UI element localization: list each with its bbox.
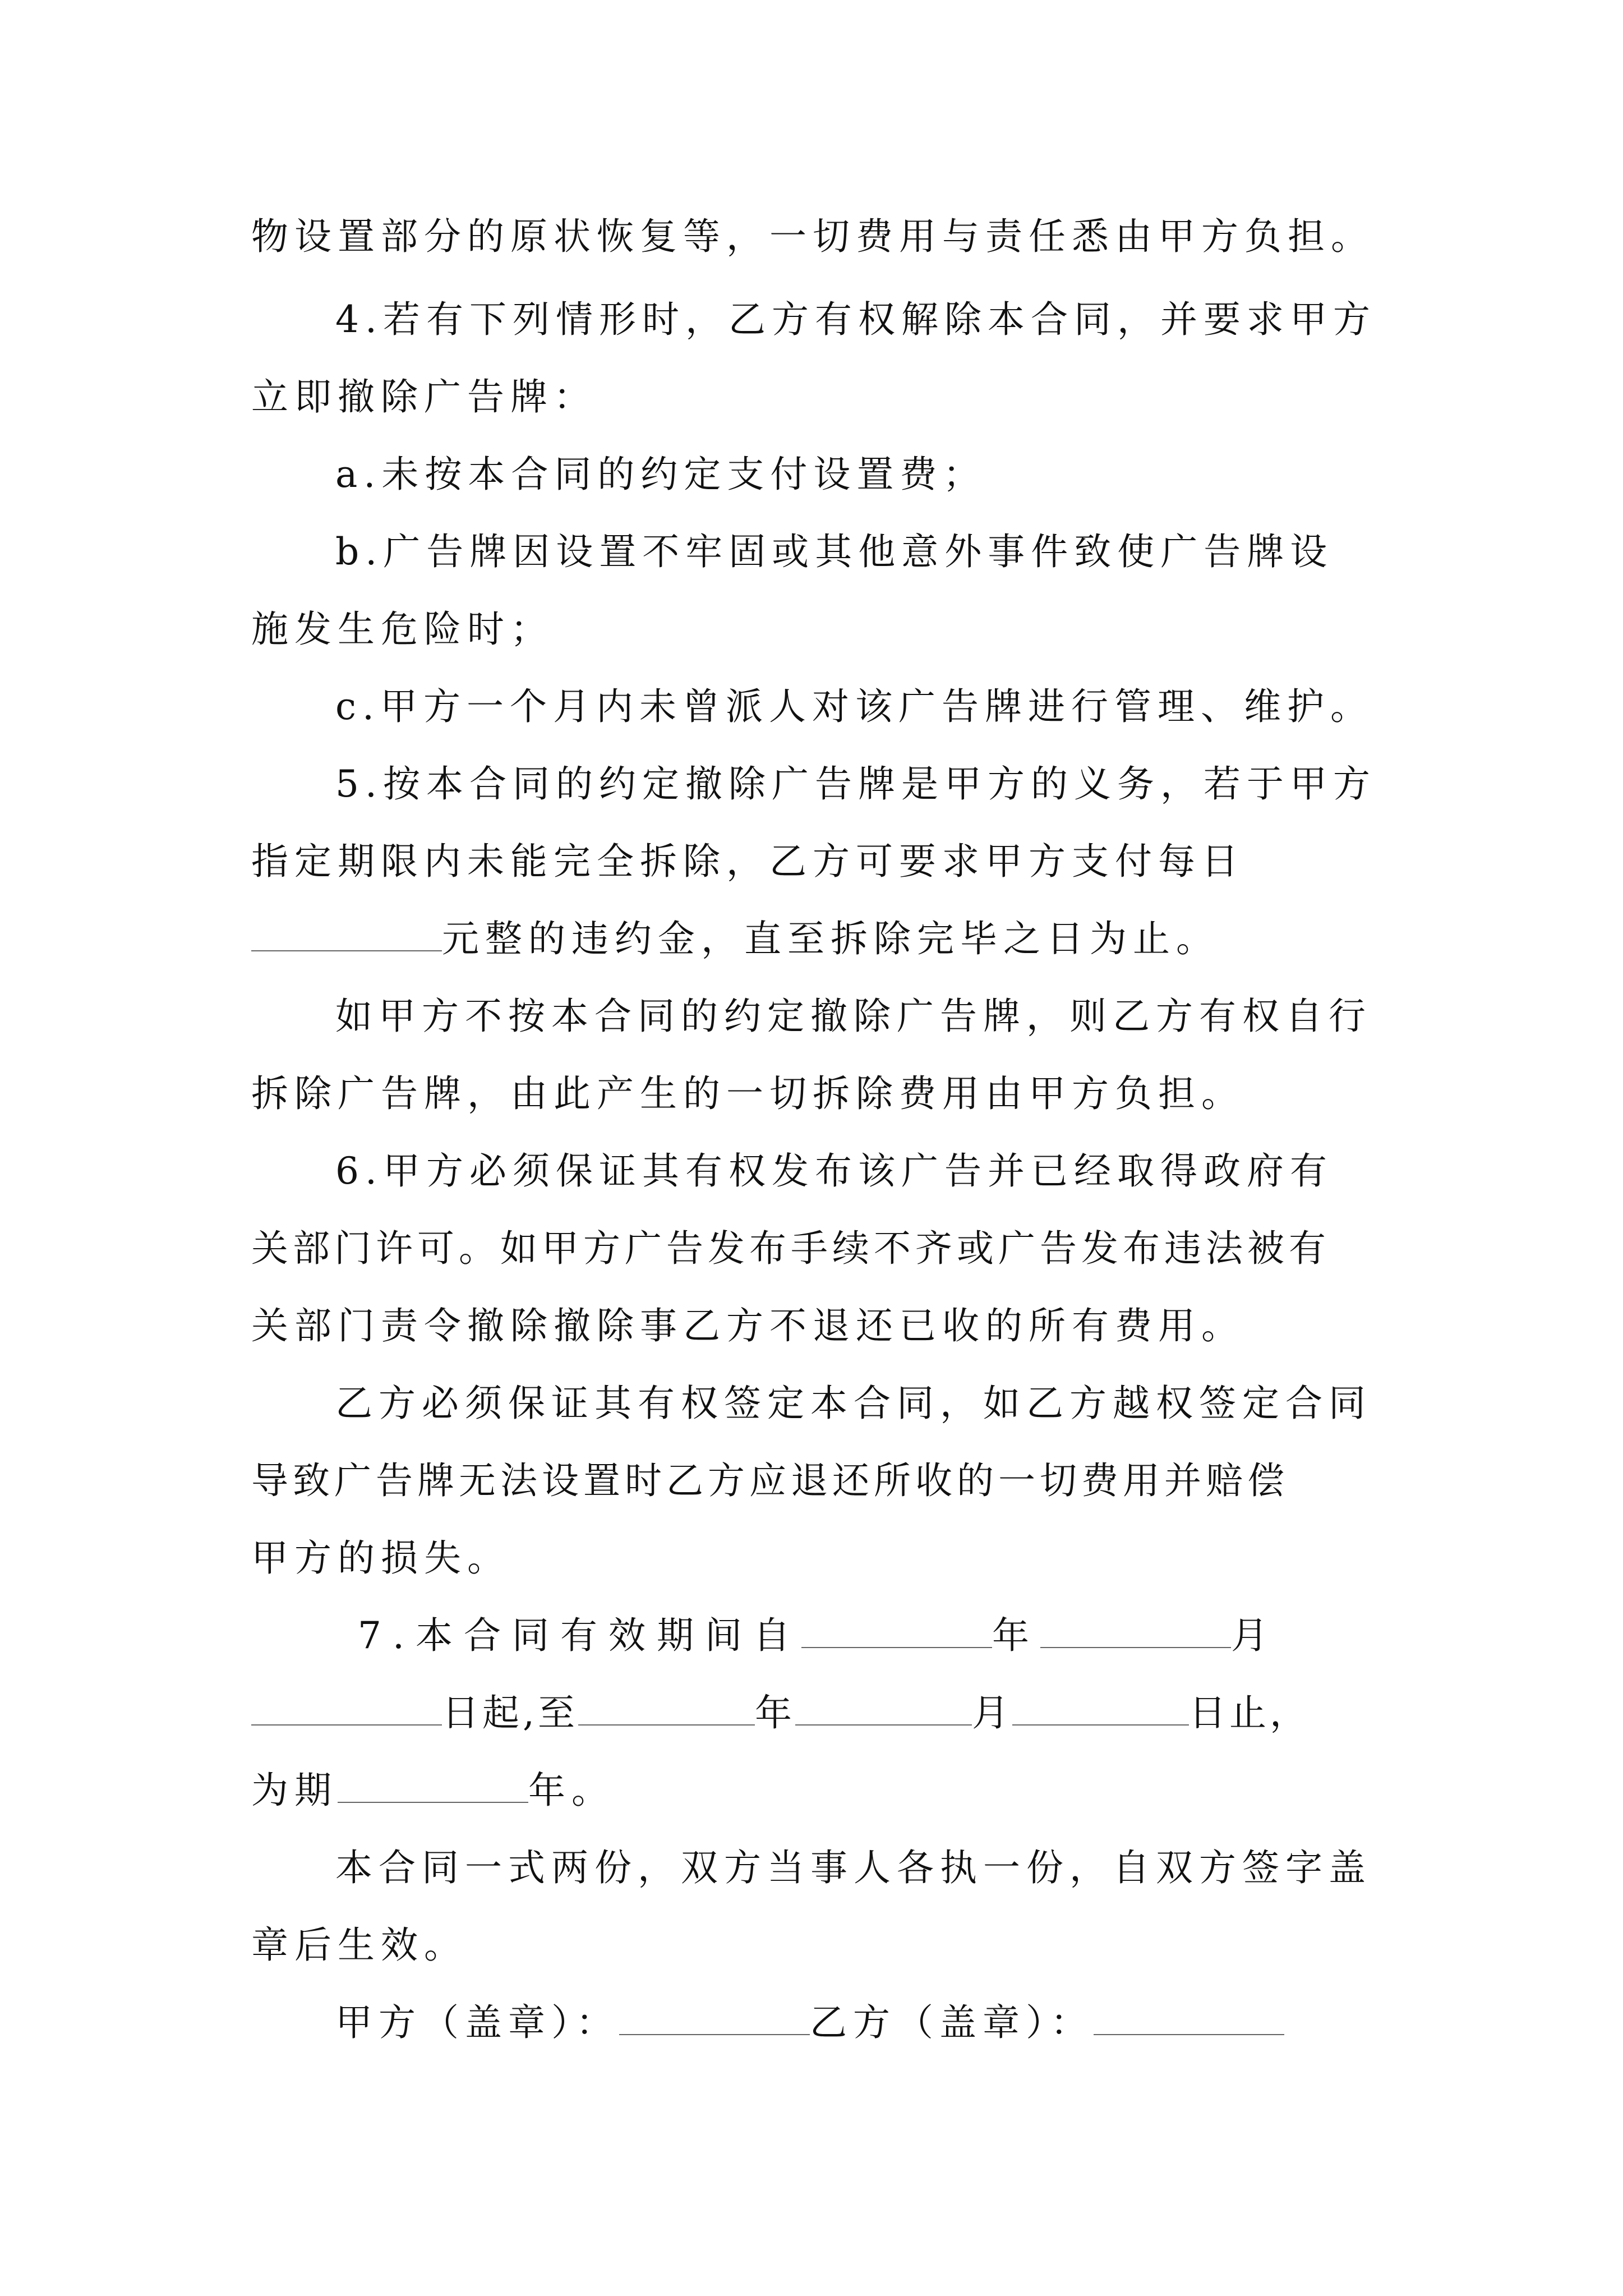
paragraph-line: 乙方必须保证其有权签定本合同，如乙方越权签定合同 bbox=[335, 1382, 1372, 1425]
signature-line bbox=[335, 2000, 1284, 2045]
month-label: 月 bbox=[1230, 1614, 1279, 1657]
text-line: 物设置部分的原状恢复等，一切费用与责任悉由甲方负担。 bbox=[251, 215, 1374, 258]
text-line: 施发生危险时； bbox=[251, 608, 554, 651]
text-line: 关部门责令撤除撤除事乙方不退还已收的所有费用。 bbox=[251, 1304, 1244, 1347]
party-b-signature-blank[interactable] bbox=[1094, 2001, 1284, 2035]
year2-label: 年 bbox=[754, 1691, 795, 1734]
end-year-blank[interactable] bbox=[578, 1692, 755, 1726]
party-b-label: 乙方（盖章）： bbox=[810, 2001, 1094, 2044]
penalty-text: 元整的违约金，直至拆除完毕之日为止。 bbox=[442, 917, 1219, 960]
clause-4-line: 4.若有下列情形时，乙方有权解除本合同，并要求甲方 bbox=[335, 298, 1376, 341]
item-c-line: c.甲方一个月内未曾派人对该广告牌进行管理、维护。 bbox=[335, 685, 1373, 728]
penalty-line bbox=[251, 917, 1219, 961]
text-line: 导致广告牌无法设置时乙方应退还所收的一切费用并赔偿 bbox=[251, 1459, 1289, 1502]
clause-5-line: 5.按本合同的约定撤除广告牌是甲方的义务，若于甲方 bbox=[335, 762, 1376, 806]
start-day-blank[interactable] bbox=[251, 1692, 442, 1726]
start-year-blank[interactable] bbox=[801, 1614, 992, 1648]
month2-label: 月 bbox=[971, 1691, 1012, 1734]
closing-line: 本合同一式两份，双方当事人各执一份，自双方签字盖 bbox=[335, 1846, 1372, 1889]
clause-7-line bbox=[358, 1613, 1279, 1658]
closing-line: 章后生效。 bbox=[251, 1924, 467, 1967]
term-suffix: 年。 bbox=[528, 1769, 615, 1812]
end-month-blank[interactable] bbox=[795, 1692, 972, 1726]
party-a-signature-blank[interactable] bbox=[619, 2001, 810, 2035]
clause-7-dates-line bbox=[251, 1691, 1310, 1736]
text-line: 指定期限内未能完全拆除，乙方可要求甲方支付每日 bbox=[251, 840, 1244, 883]
end-day-blank[interactable] bbox=[1012, 1692, 1189, 1726]
term-years-blank[interactable] bbox=[338, 1769, 528, 1803]
term-prefix: 为期 bbox=[251, 1769, 338, 1812]
text-line: 甲方的损失。 bbox=[251, 1536, 510, 1580]
start-month-blank[interactable] bbox=[1040, 1614, 1231, 1648]
paragraph-line: 如甲方不按本合同的约定撤除广告牌，则乙方有权自行 bbox=[335, 995, 1372, 1038]
party-a-label: 甲方（盖章）： bbox=[335, 2001, 619, 2044]
clause-7-prefix: 7.本合同有效期间自 bbox=[358, 1614, 801, 1657]
year-label: 年 bbox=[992, 1614, 1040, 1657]
day-from-label: 日起,至 bbox=[442, 1691, 578, 1734]
clause-6-line: 6.甲方必须保证其有权发布该广告并已经取得政府有 bbox=[335, 1149, 1333, 1193]
text-line: 拆除广告牌，由此产生的一切拆除费用由甲方负担。 bbox=[251, 1072, 1244, 1115]
day-to-label: 日止， bbox=[1188, 1691, 1310, 1734]
term-line bbox=[251, 1768, 615, 1813]
penalty-amount-blank[interactable] bbox=[251, 918, 442, 951]
item-a-line: a.未按本合同的约定支付设置费； bbox=[335, 453, 986, 496]
text-line: 关部门许可。如甲方广告发布手续不齐或广告发布违法被有 bbox=[251, 1227, 1330, 1270]
item-b-line: b.广告牌因设置不牢固或其他意外事件致使广告牌设 bbox=[335, 530, 1334, 573]
text-line: 立即撤除广告牌： bbox=[251, 375, 597, 418]
